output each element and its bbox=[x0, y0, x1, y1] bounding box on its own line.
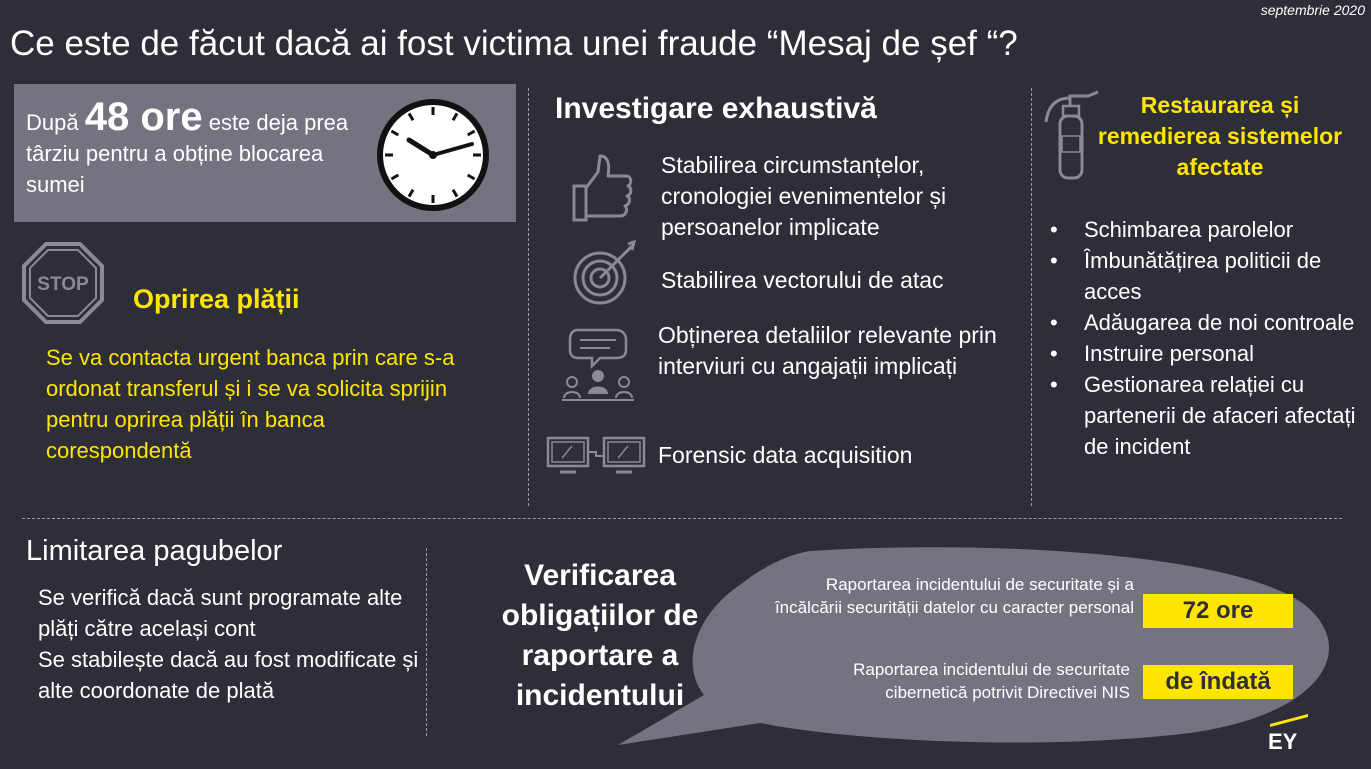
target-icon bbox=[572, 240, 638, 306]
verification-title: Verificarea obligațiilor de raportare a incidentului bbox=[501, 559, 699, 712]
time-prefix: După bbox=[26, 110, 79, 135]
investigation-item-3: Obținerea detaliilor relevante prin interviuri cu angajații implicați bbox=[658, 322, 997, 379]
investigation-item-2: Stabilirea vectorului de atac bbox=[661, 267, 944, 293]
restoration-item: • Gestionarea relației cu partenerii de afaceri afectați de incident bbox=[1050, 369, 1360, 462]
restoration-item: • Îmbunătățirea politicii de acces bbox=[1050, 245, 1360, 307]
divider-left bbox=[528, 88, 529, 506]
restoration-item: • Adăugarea de noi controale bbox=[1050, 307, 1360, 338]
time-warning-text bbox=[26, 95, 376, 200]
ey-logo bbox=[1264, 712, 1310, 752]
stop-payment-title: Oprirea plății bbox=[133, 284, 300, 314]
restoration-item: • Instruire personal bbox=[1050, 338, 1360, 369]
divider-horizontal bbox=[22, 518, 1342, 519]
stop-sign-text: STOP bbox=[37, 274, 89, 295]
stop-payment-text: Se va contacta urgent banca prin care s-a ordonat transferul și i se va solicita sprijin pentru oprirea plății în banca corespondentă bbox=[46, 345, 455, 463]
computers-icon bbox=[546, 436, 646, 476]
limitation-text bbox=[38, 582, 423, 706]
ey-logo-text: EY bbox=[1268, 729, 1298, 752]
limitation-line: Se stabilește dacă au fost modificate și alte coordonate de plată bbox=[38, 647, 419, 703]
divider-right bbox=[1031, 88, 1032, 506]
time-amount: 48 ore bbox=[84, 95, 203, 139]
time-suffix: este deja prea târziu pentru a obține blocarea sumei bbox=[26, 110, 349, 197]
report-text-2: Raportarea incidentului de securitate cibernetică potrivit Directivei NIS bbox=[853, 660, 1130, 702]
report-badge-1: 72 ore bbox=[1143, 594, 1293, 628]
investigation-item-4: Forensic data acquisition bbox=[658, 442, 913, 468]
stop-sign-icon bbox=[22, 242, 104, 324]
time-warning-box bbox=[14, 84, 516, 222]
limitation-line: Se verifică dacă sunt programate alte plăți către același cont bbox=[38, 585, 403, 641]
report-badge-2: de îndată bbox=[1143, 665, 1293, 699]
limitation-title: Limitarea pagubelor bbox=[26, 535, 283, 567]
thumbs-up-icon bbox=[570, 152, 634, 224]
divider-bottom bbox=[426, 548, 427, 736]
investigation-title: Investigare exhaustivă bbox=[555, 92, 877, 125]
report-text-1: Raportarea incidentului de securitate și a încălcării securității datelor cu caracter personal bbox=[774, 575, 1134, 617]
restoration-list bbox=[1050, 214, 1360, 462]
page-title: Ce este de făcut dacă ai fost victima unei fraude “Mesaj de șef “? bbox=[10, 24, 1018, 63]
date-label: septembrie 2020 bbox=[1260, 2, 1365, 18]
restoration-item: • Schimbarea parolelor bbox=[1050, 214, 1360, 245]
investigation-item-1: Stabilirea circumstanțelor, cronologiei evenimentelor și persoanelor implicate bbox=[661, 152, 947, 240]
restoration-title: Restaurarea și remedierea sistemelor afectate bbox=[1097, 92, 1343, 180]
interview-icon bbox=[560, 326, 636, 406]
clock-icon bbox=[376, 98, 490, 212]
